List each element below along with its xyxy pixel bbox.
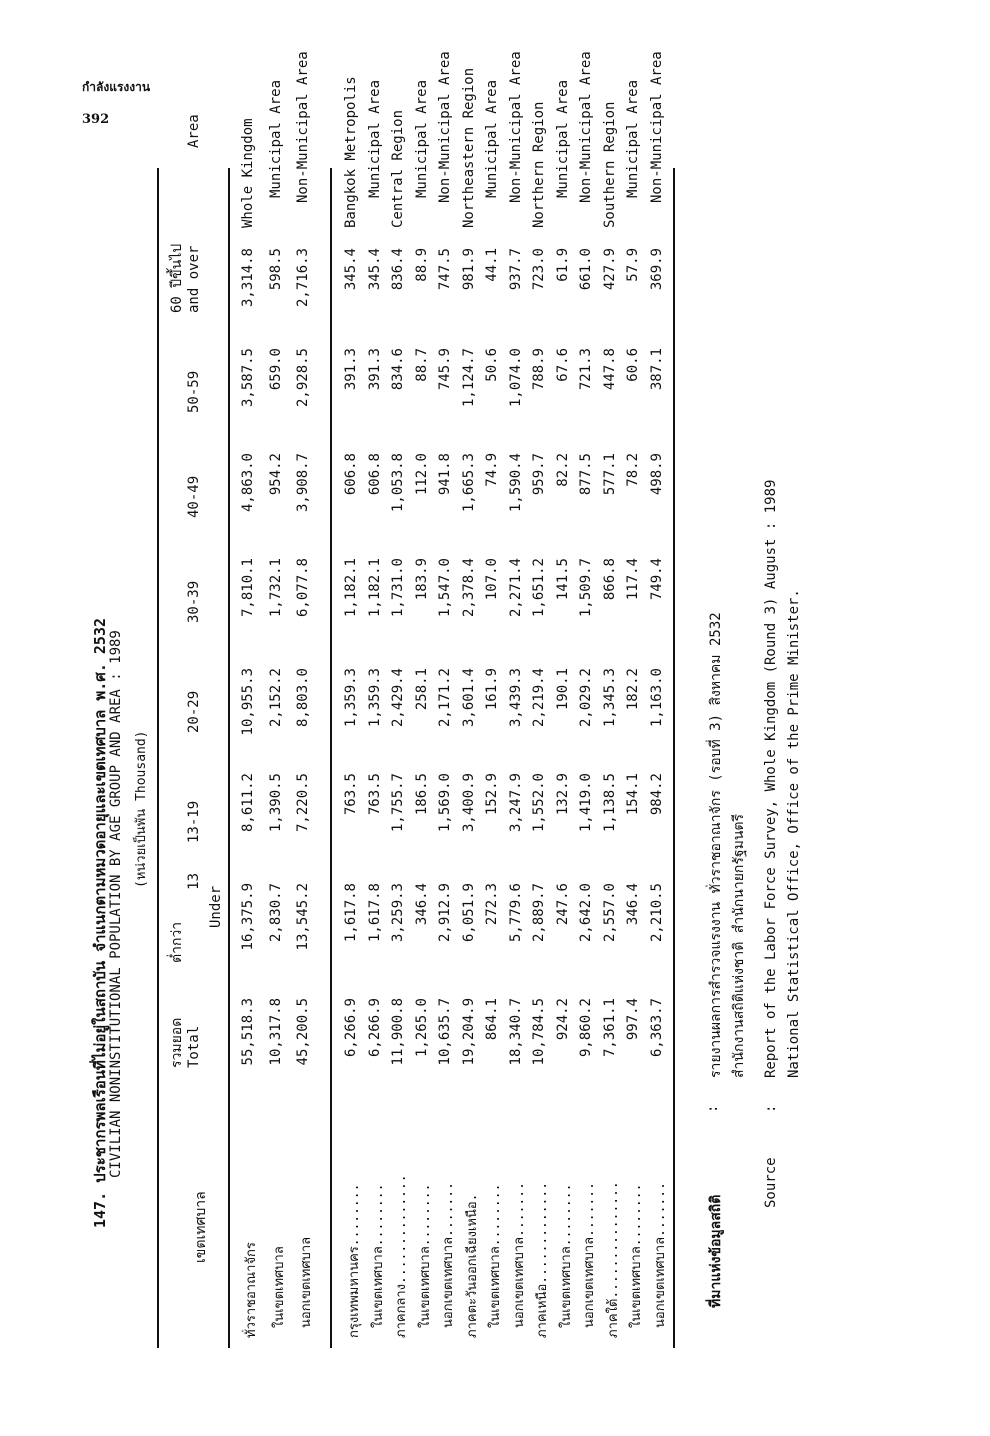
cell-13-19: 152.9 <box>484 773 500 816</box>
cell-total: 18,340.7 <box>507 998 524 1066</box>
cell-50-59: 88.7 <box>413 348 430 382</box>
cell-60-and-over: 345.4 <box>343 248 359 291</box>
row-label-thai: ในเขตเทศบาล........ <box>417 1183 433 1328</box>
cell-total: 19,204.9 <box>460 998 477 1066</box>
cell-50-59: 834.6 <box>390 348 406 391</box>
header-under13-number: 13 <box>186 873 202 890</box>
cell-total: 11,900.8 <box>390 998 406 1066</box>
row-label-english: Municipal Area <box>267 79 284 198</box>
cell-20-29: 2,029.2 <box>578 668 594 728</box>
cell-40-49: 877.5 <box>578 453 594 496</box>
cell-50-59: 2,928.5 <box>295 348 311 408</box>
cell-40-49: 1,053.8 <box>390 453 406 513</box>
row-label-thai: ในเขตเทศบาล........ <box>488 1183 503 1328</box>
cell-50-59: 60.6 <box>625 348 641 382</box>
cell-under-13: 346.4 <box>413 883 430 926</box>
source-label-thai: ที่มาแห่งข้อมูลสถิติ <box>708 1194 724 1308</box>
header-area-english: Area <box>186 114 202 148</box>
cell-50-59: 387.1 <box>648 348 665 391</box>
cell-total: 864.1 <box>484 998 500 1041</box>
cell-under-13: 5,779.6 <box>507 883 524 943</box>
cell-total: 6,266.9 <box>343 998 359 1058</box>
cell-under-13: 1,617.8 <box>343 883 359 943</box>
cell-40-49: 74.9 <box>484 453 500 487</box>
cell-total: 10,317.8 <box>267 998 284 1066</box>
cell-under-13: 2,889.7 <box>531 883 547 943</box>
cell-60-and-over: 661.0 <box>578 248 594 291</box>
row-label-thai: ในเขตเทศบาล........ <box>370 1183 386 1328</box>
cell-50-59: 3,587.5 <box>240 348 256 408</box>
cell-40-49: 78.2 <box>625 453 641 487</box>
header-40-49: 40-49 <box>186 475 202 518</box>
row-label-thai: นอกเขตเทศบาล....... <box>441 1182 456 1328</box>
cell-under-13: 272.3 <box>484 883 500 926</box>
source-line1-english: Report of the Labor Force Survey, Whole Kingdom (Round 3) August : 1989 <box>763 479 779 1078</box>
row-label-english: Northeastern Region <box>460 67 477 228</box>
cell-60-and-over: 598.5 <box>267 248 284 291</box>
page-number: 392 <box>82 112 110 127</box>
row-label-thai: ทั่วราชอาณาจักร <box>244 1242 259 1338</box>
row-label-english: Municipal Area <box>625 79 641 198</box>
source-line2-english: National Statistical Office, Office of the Prime Minister. <box>786 589 802 1078</box>
cell-30-39: 141.5 <box>554 558 571 601</box>
cell-30-39: 183.9 <box>413 558 430 601</box>
cell-total: 1,265.0 <box>413 998 430 1058</box>
header-60-english: and over <box>186 245 202 313</box>
cell-total: 997.4 <box>625 998 641 1041</box>
cell-20-29: 8,803.0 <box>295 668 311 728</box>
cell-40-49: 3,908.7 <box>295 453 311 513</box>
cell-40-49: 112.0 <box>413 453 430 496</box>
cell-30-39: 1,182.1 <box>366 558 383 618</box>
row-label-thai: นอกเขตเทศบาล <box>299 1236 314 1328</box>
cell-50-59: 659.0 <box>267 348 284 391</box>
cell-60-and-over: 44.1 <box>484 248 500 282</box>
rotated-table-page <box>80 51 840 1368</box>
cell-60-and-over: 981.9 <box>460 248 477 291</box>
cell-30-39: 1,509.7 <box>578 558 594 618</box>
cell-13-19: 1,138.5 <box>601 773 618 833</box>
header-under13-english: Under <box>208 885 224 928</box>
running-header-title: กำลังแรงงาน <box>82 80 151 94</box>
cell-50-59: 745.9 <box>437 348 453 391</box>
header-30-39: 30-39 <box>186 580 202 623</box>
cell-total: 45,200.5 <box>295 998 311 1066</box>
cell-40-49: 959.7 <box>531 453 547 496</box>
cell-60-and-over: 88.9 <box>413 248 430 282</box>
cell-20-29: 258.1 <box>413 668 430 711</box>
cell-60-and-over: 937.7 <box>507 248 524 291</box>
source-colon-english: : <box>763 1104 779 1113</box>
cell-under-13: 346.4 <box>625 883 641 926</box>
cell-13-19: 7,220.5 <box>295 773 311 833</box>
header-13-19: 13-19 <box>186 800 202 843</box>
cell-60-and-over: 836.4 <box>390 248 406 291</box>
cell-50-59: 1,124.7 <box>460 348 477 408</box>
cell-20-29: 1,163.0 <box>648 668 665 728</box>
row-label-english: Municipal Area <box>554 79 571 198</box>
cell-total: 6,363.7 <box>648 998 665 1058</box>
header-area-thai: เขตเทศบาล <box>193 1191 209 1263</box>
source-label-english: Source <box>763 1157 779 1208</box>
cell-20-29: 10,955.3 <box>240 668 256 736</box>
cell-30-39: 7,810.1 <box>240 558 256 618</box>
group-rule <box>330 168 332 1348</box>
cell-20-29: 3,439.3 <box>507 668 524 728</box>
cell-40-49: 606.8 <box>366 453 383 496</box>
cell-under-13: 2,210.5 <box>648 883 665 943</box>
cell-under-13: 247.6 <box>554 883 571 926</box>
row-label-english: Non-Municipal Area <box>578 51 594 203</box>
cell-total: 7,361.1 <box>601 998 618 1058</box>
cell-30-39: 1,651.2 <box>531 558 547 618</box>
row-label-thai: ภาคกลาง.............. <box>394 1174 409 1338</box>
cell-50-59: 67.6 <box>554 348 571 382</box>
cell-60-and-over: 57.9 <box>625 248 641 282</box>
row-label-english: Non-Municipal Area <box>507 51 524 203</box>
cell-13-19: 8,611.2 <box>240 773 256 833</box>
cell-13-19: 132.9 <box>554 773 571 816</box>
cell-50-59: 391.3 <box>343 348 359 391</box>
cell-40-49: 4,863.0 <box>240 453 256 513</box>
cell-30-39: 866.8 <box>601 558 618 601</box>
row-label-english: Central Region <box>390 109 406 228</box>
cell-50-59: 447.8 <box>601 348 618 391</box>
header-under13-thai: ต่ำกว่า <box>169 921 185 963</box>
cell-13-19: 3,400.9 <box>460 773 477 833</box>
source-line2-thai: สำนักงานสถิติแห่งชาติ สำนักนายกรัฐมนตรี <box>731 813 747 1078</box>
cell-20-29: 2,429.4 <box>390 668 406 728</box>
cell-under-13: 16,375.9 <box>240 883 256 951</box>
cell-50-59: 788.9 <box>531 348 547 391</box>
cell-13-19: 1,552.0 <box>531 773 547 833</box>
header-rule <box>228 168 230 1348</box>
cell-13-19: 984.2 <box>648 773 665 816</box>
cell-40-49: 82.2 <box>554 453 571 487</box>
cell-under-13: 2,557.0 <box>601 883 618 943</box>
cell-under-13: 3,259.3 <box>390 883 406 943</box>
row-label-thai: นอกเขตเทศบาล....... <box>652 1182 668 1328</box>
cell-60-and-over: 2,716.3 <box>295 248 311 308</box>
cell-20-29: 2,219.4 <box>531 668 547 728</box>
row-label-english: Whole Kingdom <box>240 118 256 228</box>
cell-40-49: 577.1 <box>601 453 618 496</box>
row-label-english: Non-Municipal Area <box>295 51 311 203</box>
cell-total: 55,518.3 <box>240 998 256 1066</box>
cell-13-19: 763.5 <box>366 773 383 816</box>
row-label-thai: ภาคตะวันออกเฉียงเหนือ. <box>464 1193 480 1338</box>
cell-60-and-over: 3,314.8 <box>240 248 256 308</box>
cell-20-29: 161.9 <box>484 668 500 711</box>
row-label-english: Municipal Area <box>366 79 383 198</box>
cell-30-39: 6,077.8 <box>295 558 311 618</box>
row-label-thai: ภาคเหนือ............. <box>535 1181 550 1338</box>
cell-under-13: 2,912.9 <box>437 883 453 943</box>
cell-30-39: 117.4 <box>625 558 641 601</box>
cell-13-19: 1,755.7 <box>390 773 406 833</box>
cell-60-and-over: 369.9 <box>648 248 665 291</box>
cell-30-39: 1,731.0 <box>390 558 406 618</box>
cell-30-39: 1,732.1 <box>267 558 284 618</box>
cell-13-19: 186.5 <box>413 773 430 816</box>
cell-13-19: 1,419.0 <box>578 773 594 833</box>
cell-13-19: 1,569.0 <box>437 773 453 833</box>
table-title-english: CIVILIAN NONINSTITUTIONAL POPULATION BY AGE GROUP AND AREA : 1989 <box>108 630 124 1178</box>
top-rule <box>157 168 159 1348</box>
cell-under-13: 2,642.0 <box>578 883 594 943</box>
table-title-thai: 147. ประชากรพลเรือนที่ไม่อยู่ในสถาบัน จำแนกตามหมวดอายุและเขตเทศบาล พ.ศ. 2532 <box>91 617 109 1228</box>
row-label-english: Non-Municipal Area <box>437 51 453 203</box>
cell-13-19: 154.1 <box>625 773 641 816</box>
cell-20-29: 182.2 <box>625 668 641 711</box>
row-label-english: Northern Region <box>531 101 547 228</box>
cell-20-29: 3,601.4 <box>460 668 477 728</box>
cell-60-and-over: 427.9 <box>601 248 618 291</box>
cell-30-39: 1,182.1 <box>343 558 359 618</box>
cell-30-39: 107.0 <box>484 558 500 601</box>
cell-20-29: 1,345.3 <box>601 668 618 728</box>
cell-20-29: 2,152.2 <box>267 668 284 728</box>
cell-under-13: 1,617.8 <box>366 883 383 943</box>
header-60-thai: 60 ปีขึ้นไป <box>169 243 185 313</box>
cell-50-59: 1,074.0 <box>507 348 524 408</box>
row-label-english: Bangkok Metropolis <box>343 76 359 228</box>
cell-13-19: 1,390.5 <box>267 773 284 833</box>
cell-50-59: 50.6 <box>484 348 500 382</box>
cell-under-13: 2,830.7 <box>267 883 284 943</box>
cell-20-29: 1,359.3 <box>366 668 383 728</box>
cell-40-49: 606.8 <box>343 453 359 496</box>
cell-60-and-over: 747.5 <box>437 248 453 291</box>
row-label-thai: กรุงเทพมหานคร........ <box>347 1183 362 1338</box>
table-unit: (หน่วยเป็นพัน Thousand) <box>134 730 149 888</box>
row-label-thai: ในเขตเทศบาล........ <box>558 1183 574 1328</box>
row-label-english: Municipal Area <box>484 79 500 198</box>
header-total-thai: รวมยอด <box>169 1017 185 1068</box>
cell-40-49: 954.2 <box>267 453 284 496</box>
row-label-english: Municipal Area <box>413 79 430 198</box>
cell-under-13: 13,545.2 <box>295 883 311 951</box>
cell-20-29: 2,171.2 <box>437 668 453 728</box>
header-20-29: 20-29 <box>186 690 202 733</box>
cell-60-and-over: 61.9 <box>554 248 571 282</box>
source-colon-thai: : <box>705 1104 721 1113</box>
row-label-thai: นอกเขตเทศบาล....... <box>511 1182 527 1328</box>
cell-13-19: 763.5 <box>343 773 359 816</box>
cell-20-29: 1,359.3 <box>343 668 359 728</box>
cell-40-49: 1,665.3 <box>460 453 477 513</box>
cell-50-59: 391.3 <box>366 348 383 391</box>
cell-40-49: 1,590.4 <box>507 453 524 513</box>
cell-total: 10,784.5 <box>531 998 547 1066</box>
source-line1-thai: รายงานผลการสำรวจแรงงาน ทั่วราชอาณาจักร (รอบที่ 3) สิงหาคม 2532 <box>708 612 724 1078</box>
cell-total: 924.2 <box>554 998 571 1041</box>
cell-30-39: 2,378.4 <box>460 558 477 618</box>
cell-13-19: 3,247.9 <box>507 773 524 833</box>
cell-30-39: 749.4 <box>648 558 665 601</box>
header-50-59: 50-59 <box>186 370 202 413</box>
cell-total: 6,266.9 <box>366 998 383 1058</box>
row-label-thai: ในเขตเทศบาล <box>271 1246 287 1328</box>
cell-60-and-over: 345.4 <box>366 248 383 291</box>
cell-40-49: 941.8 <box>437 453 453 496</box>
cell-under-13: 6,051.9 <box>460 883 477 943</box>
cell-30-39: 1,547.0 <box>437 558 453 618</box>
cell-total: 10,635.7 <box>437 998 453 1066</box>
cell-60-and-over: 723.0 <box>531 248 547 291</box>
header-total-english: Total <box>186 1025 202 1068</box>
cell-total: 9,860.2 <box>578 998 594 1058</box>
bottom-rule <box>673 168 675 1348</box>
row-label-thai: ภาคใต้............... <box>605 1181 621 1338</box>
row-label-english: Southern Region <box>601 101 618 228</box>
cell-40-49: 498.9 <box>648 453 665 496</box>
cell-20-29: 190.1 <box>554 668 571 711</box>
row-label-thai: นอกเขตเทศบาล....... <box>582 1182 597 1328</box>
cell-50-59: 721.3 <box>578 348 594 391</box>
row-label-english: Non-Municipal Area <box>648 51 665 203</box>
cell-30-39: 2,271.4 <box>507 558 524 618</box>
row-label-thai: ในเขตเทศบาล........ <box>629 1183 644 1328</box>
